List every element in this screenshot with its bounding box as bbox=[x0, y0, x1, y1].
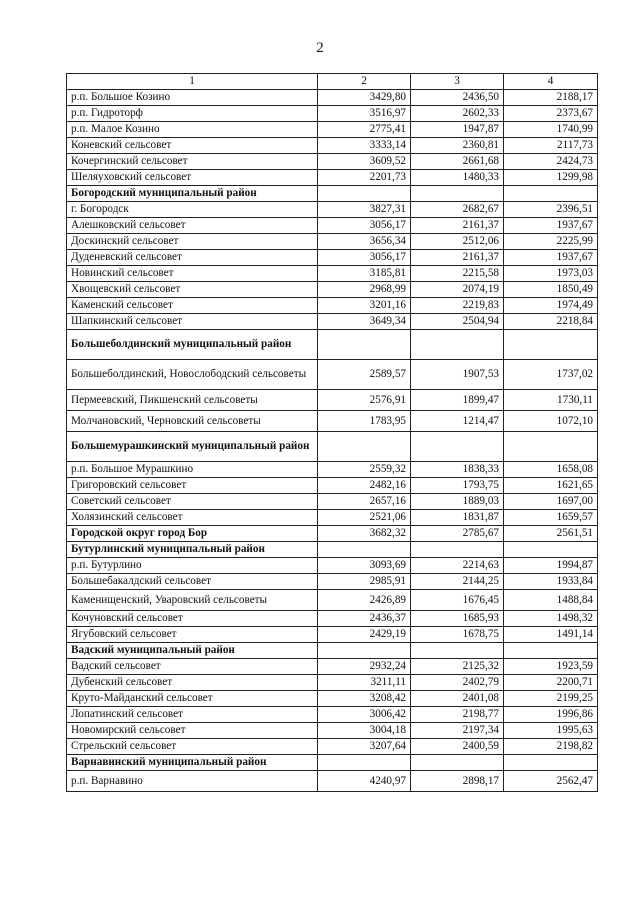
value-cell-col-3: 2074,19 bbox=[411, 282, 504, 298]
value-cell-col-4: 1923,59 bbox=[504, 659, 598, 675]
district-name-cell: Городской округ город Бор bbox=[67, 526, 318, 542]
table-row bbox=[67, 360, 598, 390]
value-cell-col-4: 1994,87 bbox=[504, 558, 598, 574]
table-row bbox=[67, 771, 598, 792]
settlement-name-cell: Каменский сельсовет bbox=[67, 298, 318, 314]
table-row bbox=[67, 574, 598, 590]
settlement-name-cell: р.п. Гидроторф bbox=[67, 106, 318, 122]
value-cell-col-2: 3211,11 bbox=[318, 675, 411, 691]
table-row bbox=[67, 390, 598, 411]
table-row bbox=[67, 234, 598, 250]
value-cell-col-4: 2198,82 bbox=[504, 739, 598, 755]
value-cell-col-3: 2402,79 bbox=[411, 675, 504, 691]
value-cell-col-4: 1937,67 bbox=[504, 250, 598, 266]
value-cell-col-2 bbox=[318, 542, 411, 558]
value-cell-col-3: 1214,47 bbox=[411, 411, 504, 432]
value-cell-col-4: 2200,71 bbox=[504, 675, 598, 691]
value-cell-col-2: 3827,31 bbox=[318, 202, 411, 218]
value-cell-col-4: 1697,00 bbox=[504, 494, 598, 510]
value-cell-col-3: 2214,63 bbox=[411, 558, 504, 574]
value-cell-col-3: 2215,58 bbox=[411, 266, 504, 282]
value-cell-col-4: 1658,08 bbox=[504, 462, 598, 478]
column-header-3: 3 bbox=[411, 74, 504, 90]
table-row bbox=[67, 691, 598, 707]
value-cell-col-2: 2559,32 bbox=[318, 462, 411, 478]
value-cell-col-3: 2682,67 bbox=[411, 202, 504, 218]
district-name-cell: Большемурашкинский муниципальный район bbox=[67, 432, 318, 462]
value-cell-col-4: 1937,67 bbox=[504, 218, 598, 234]
value-cell-col-3: 2161,37 bbox=[411, 218, 504, 234]
value-cell-col-3: 1685,93 bbox=[411, 611, 504, 627]
value-cell-col-3: 1793,75 bbox=[411, 478, 504, 494]
value-cell-col-3: 2125,32 bbox=[411, 659, 504, 675]
table-row bbox=[67, 411, 598, 432]
table-group-row bbox=[67, 526, 598, 542]
value-cell-col-3 bbox=[411, 542, 504, 558]
value-cell-col-3: 1907,53 bbox=[411, 360, 504, 390]
value-cell-col-3: 2219,83 bbox=[411, 298, 504, 314]
value-cell-col-4: 1072,10 bbox=[504, 411, 598, 432]
value-cell-col-3: 2198,77 bbox=[411, 707, 504, 723]
settlement-name-cell: Шеляуховский сельсовет bbox=[67, 170, 318, 186]
value-cell-col-4 bbox=[504, 755, 598, 771]
value-cell-col-2: 3056,17 bbox=[318, 218, 411, 234]
value-cell-col-2 bbox=[318, 186, 411, 202]
value-cell-col-3: 2602,33 bbox=[411, 106, 504, 122]
value-cell-col-2: 2775,41 bbox=[318, 122, 411, 138]
value-cell-col-4 bbox=[504, 432, 598, 462]
table-row bbox=[67, 298, 598, 314]
settlement-name-cell: г. Богородск bbox=[67, 202, 318, 218]
value-cell-col-4 bbox=[504, 186, 598, 202]
value-cell-col-4: 2199,25 bbox=[504, 691, 598, 707]
value-cell-col-4: 1973,03 bbox=[504, 266, 598, 282]
table-row bbox=[67, 106, 598, 122]
value-cell-col-2: 3207,64 bbox=[318, 739, 411, 755]
value-cell-col-4: 2225,99 bbox=[504, 234, 598, 250]
district-name-cell: Варнавинский муниципальный район bbox=[67, 755, 318, 771]
value-cell-col-2: 3649,34 bbox=[318, 314, 411, 330]
table-row bbox=[67, 170, 598, 186]
table-body bbox=[67, 90, 598, 792]
value-cell-col-3: 2144,25 bbox=[411, 574, 504, 590]
settlement-name-cell: р.п. Большое Козино bbox=[67, 90, 318, 106]
district-name-cell: Бутурлинский муниципальный район bbox=[67, 542, 318, 558]
value-cell-col-3 bbox=[411, 330, 504, 360]
header-row bbox=[67, 74, 598, 90]
value-cell-col-4: 2188,17 bbox=[504, 90, 598, 106]
value-cell-col-2 bbox=[318, 432, 411, 462]
value-cell-col-2: 2482,16 bbox=[318, 478, 411, 494]
page-number: 2 bbox=[316, 40, 324, 56]
value-cell-col-4: 1996,86 bbox=[504, 707, 598, 723]
value-cell-col-2: 2521,06 bbox=[318, 510, 411, 526]
value-cell-col-3: 2661,68 bbox=[411, 154, 504, 170]
value-cell-col-3: 2197,34 bbox=[411, 723, 504, 739]
value-cell-col-2: 1783,95 bbox=[318, 411, 411, 432]
table-row bbox=[67, 266, 598, 282]
value-cell-col-3: 2504,94 bbox=[411, 314, 504, 330]
value-cell-col-3: 1678,75 bbox=[411, 627, 504, 643]
settlement-name-cell: Лопатинский сельсовет bbox=[67, 707, 318, 723]
value-cell-col-2: 2576,91 bbox=[318, 390, 411, 411]
settlement-name-cell: Хвощевский сельсовет bbox=[67, 282, 318, 298]
value-cell-col-2: 3201,16 bbox=[318, 298, 411, 314]
value-cell-col-2 bbox=[318, 330, 411, 360]
value-cell-col-2: 2968,99 bbox=[318, 282, 411, 298]
value-cell-col-2: 3056,17 bbox=[318, 250, 411, 266]
district-name-cell: Большеболдинский муниципальный район bbox=[67, 330, 318, 360]
table-row bbox=[67, 122, 598, 138]
value-cell-col-3: 2436,50 bbox=[411, 90, 504, 106]
settlement-name-cell: Шапкинский сельсовет bbox=[67, 314, 318, 330]
value-cell-col-4: 1737,02 bbox=[504, 360, 598, 390]
value-cell-col-2 bbox=[318, 755, 411, 771]
value-cell-col-4 bbox=[504, 330, 598, 360]
value-cell-col-2: 3208,42 bbox=[318, 691, 411, 707]
settlement-name-cell: Новинский сельсовет bbox=[67, 266, 318, 282]
table-group-row bbox=[67, 643, 598, 659]
value-cell-col-4: 2561,51 bbox=[504, 526, 598, 542]
column-header-1: 1 bbox=[67, 74, 318, 90]
table-row bbox=[67, 659, 598, 675]
value-cell-col-4: 1659,57 bbox=[504, 510, 598, 526]
value-cell-col-2: 4240,97 bbox=[318, 771, 411, 792]
value-cell-col-2: 2589,57 bbox=[318, 360, 411, 390]
table-row bbox=[67, 154, 598, 170]
value-cell-col-3: 1480,33 bbox=[411, 170, 504, 186]
table-group-row bbox=[67, 330, 598, 360]
value-cell-col-3: 2785,67 bbox=[411, 526, 504, 542]
settlement-name-cell: Стрельский сельсовет bbox=[67, 739, 318, 755]
table-row bbox=[67, 462, 598, 478]
value-cell-col-3: 2360,81 bbox=[411, 138, 504, 154]
table-group-row bbox=[67, 432, 598, 462]
table-row bbox=[67, 723, 598, 739]
table-row bbox=[67, 707, 598, 723]
settlement-name-cell: Большебакалдский сельсовет bbox=[67, 574, 318, 590]
district-name-cell: Вадский муниципальный район bbox=[67, 643, 318, 659]
settlement-name-cell: Круто-Майданский сельсовет bbox=[67, 691, 318, 707]
settlement-name-cell: Коневский сельсовет bbox=[67, 138, 318, 154]
table-row bbox=[67, 510, 598, 526]
table-row bbox=[67, 138, 598, 154]
settlement-name-cell: Большеболдинский, Новослободский сельсоветы bbox=[67, 360, 318, 390]
value-cell-col-4: 1995,63 bbox=[504, 723, 598, 739]
table-row bbox=[67, 478, 598, 494]
tariff-table bbox=[66, 73, 598, 792]
value-cell-col-2: 2426,89 bbox=[318, 590, 411, 611]
value-cell-col-2: 2932,24 bbox=[318, 659, 411, 675]
table-row bbox=[67, 218, 598, 234]
settlement-name-cell: Кочергинский сельсовет bbox=[67, 154, 318, 170]
settlement-name-cell: Каменищенский, Уваровский сельсоветы bbox=[67, 590, 318, 611]
value-cell-col-2: 2436,37 bbox=[318, 611, 411, 627]
table-row bbox=[67, 250, 598, 266]
value-cell-col-3: 1676,45 bbox=[411, 590, 504, 611]
column-header-2: 2 bbox=[318, 74, 411, 90]
settlement-name-cell: р.п. Большое Мурашкино bbox=[67, 462, 318, 478]
value-cell-col-2: 3656,34 bbox=[318, 234, 411, 250]
value-cell-col-2: 2429,19 bbox=[318, 627, 411, 643]
value-cell-col-4: 1621,65 bbox=[504, 478, 598, 494]
table-row bbox=[67, 202, 598, 218]
value-cell-col-3: 2512,06 bbox=[411, 234, 504, 250]
value-cell-col-4: 2117,73 bbox=[504, 138, 598, 154]
value-cell-col-2: 2985,91 bbox=[318, 574, 411, 590]
value-cell-col-4: 2373,67 bbox=[504, 106, 598, 122]
table-row bbox=[67, 282, 598, 298]
settlement-name-cell: Григоровский сельсовет bbox=[67, 478, 318, 494]
value-cell-col-2: 2201,73 bbox=[318, 170, 411, 186]
value-cell-col-3 bbox=[411, 432, 504, 462]
table-row bbox=[67, 611, 598, 627]
settlement-name-cell: Дубенский сельсовет bbox=[67, 675, 318, 691]
value-cell-col-4: 1974,49 bbox=[504, 298, 598, 314]
district-name-cell: Богородский муниципальный район bbox=[67, 186, 318, 202]
table-row bbox=[67, 739, 598, 755]
value-cell-col-4: 1299,98 bbox=[504, 170, 598, 186]
table-row bbox=[67, 90, 598, 106]
value-cell-col-3: 1838,33 bbox=[411, 462, 504, 478]
value-cell-col-4: 1730,11 bbox=[504, 390, 598, 411]
settlement-name-cell: Вадский сельсовет bbox=[67, 659, 318, 675]
value-cell-col-3: 2400,59 bbox=[411, 739, 504, 755]
value-cell-col-4: 2218,84 bbox=[504, 314, 598, 330]
settlement-name-cell: Новомирский сельсовет bbox=[67, 723, 318, 739]
value-cell-col-4: 1740,99 bbox=[504, 122, 598, 138]
value-cell-col-4: 1850,49 bbox=[504, 282, 598, 298]
settlement-name-cell: Кочуновский сельсовет bbox=[67, 611, 318, 627]
value-cell-col-4: 2562,47 bbox=[504, 771, 598, 792]
value-cell-col-3: 1889,03 bbox=[411, 494, 504, 510]
settlement-name-cell: Доскинский сельсовет bbox=[67, 234, 318, 250]
value-cell-col-2: 3682,32 bbox=[318, 526, 411, 542]
table-row bbox=[67, 558, 598, 574]
value-cell-col-2: 3185,81 bbox=[318, 266, 411, 282]
value-cell-col-3: 2161,37 bbox=[411, 250, 504, 266]
table-group-row bbox=[67, 186, 598, 202]
value-cell-col-2: 3609,52 bbox=[318, 154, 411, 170]
settlement-name-cell: Алешковский сельсовет bbox=[67, 218, 318, 234]
value-cell-col-2: 3429,80 bbox=[318, 90, 411, 106]
value-cell-col-2 bbox=[318, 643, 411, 659]
settlement-name-cell: р.п. Малое Козино bbox=[67, 122, 318, 138]
table-row bbox=[67, 314, 598, 330]
value-cell-col-3: 2898,17 bbox=[411, 771, 504, 792]
value-cell-col-2: 3516,97 bbox=[318, 106, 411, 122]
value-cell-col-4 bbox=[504, 643, 598, 659]
table-group-row bbox=[67, 755, 598, 771]
settlement-name-cell: Молчановский, Черновский сельсоветы bbox=[67, 411, 318, 432]
table-row bbox=[67, 494, 598, 510]
value-cell-col-3: 1899,47 bbox=[411, 390, 504, 411]
value-cell-col-4: 1491,14 bbox=[504, 627, 598, 643]
settlement-name-cell: Советский сельсовет bbox=[67, 494, 318, 510]
value-cell-col-4: 1498,32 bbox=[504, 611, 598, 627]
value-cell-col-2: 3006,42 bbox=[318, 707, 411, 723]
settlement-name-cell: Дуденевский сельсовет bbox=[67, 250, 318, 266]
value-cell-col-3: 1831,87 bbox=[411, 510, 504, 526]
table-group-row bbox=[67, 542, 598, 558]
table-row bbox=[67, 675, 598, 691]
value-cell-col-4 bbox=[504, 542, 598, 558]
value-cell-col-3 bbox=[411, 643, 504, 659]
value-cell-col-3: 2401,08 bbox=[411, 691, 504, 707]
value-cell-col-3 bbox=[411, 186, 504, 202]
value-cell-col-4: 2396,51 bbox=[504, 202, 598, 218]
settlement-name-cell: Пермеевский, Пикшенский сельсоветы bbox=[67, 390, 318, 411]
value-cell-col-2: 3093,69 bbox=[318, 558, 411, 574]
value-cell-col-2: 2657,16 bbox=[318, 494, 411, 510]
settlement-name-cell: р.п. Варнавино bbox=[67, 771, 318, 792]
value-cell-col-4: 2424,73 bbox=[504, 154, 598, 170]
table-row bbox=[67, 590, 598, 611]
value-cell-col-4: 1933,84 bbox=[504, 574, 598, 590]
settlement-name-cell: р.п. Бутурлино bbox=[67, 558, 318, 574]
column-header-4: 4 bbox=[504, 74, 598, 90]
value-cell-col-2: 3004,18 bbox=[318, 723, 411, 739]
value-cell-col-3: 1947,87 bbox=[411, 122, 504, 138]
value-cell-col-4: 1488,84 bbox=[504, 590, 598, 611]
settlement-name-cell: Холязинский сельсовет bbox=[67, 510, 318, 526]
value-cell-col-3 bbox=[411, 755, 504, 771]
settlement-name-cell: Ягубовский сельсовет bbox=[67, 627, 318, 643]
value-cell-col-2: 3333,14 bbox=[318, 138, 411, 154]
table-row bbox=[67, 627, 598, 643]
